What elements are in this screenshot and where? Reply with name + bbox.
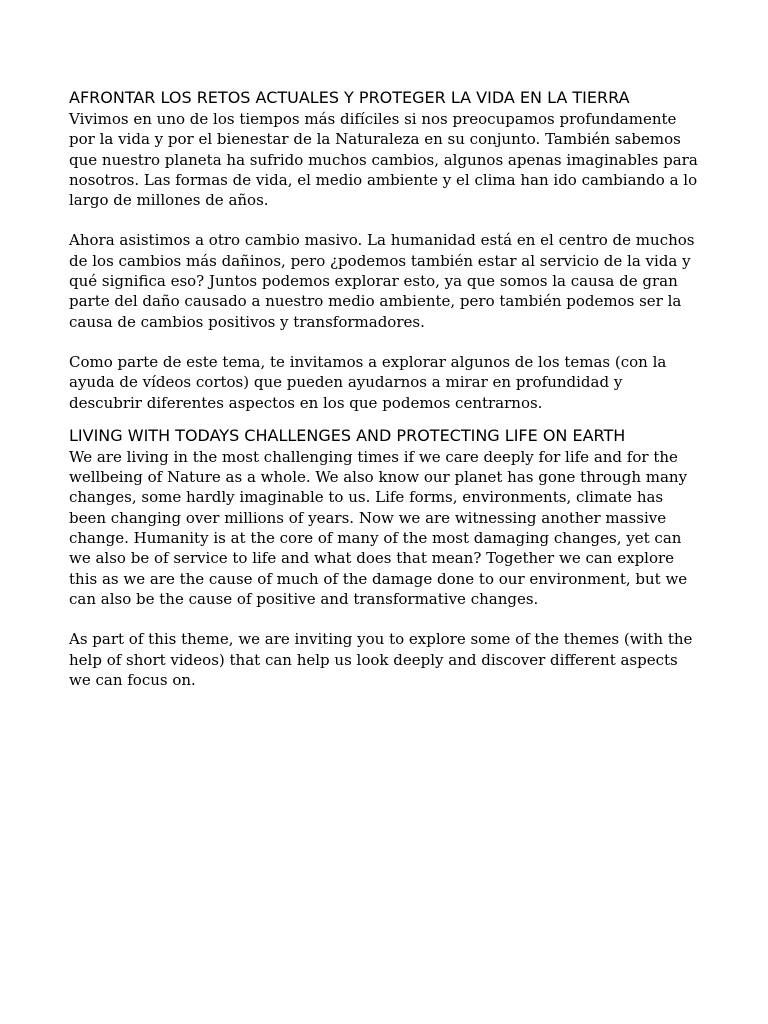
spanish-paragraph-2: Ahora asistimos a otro cambio masivo. La humanidad está en el centro de muchos de los cambios más dañinos, pero ¿podemos también estar al servicio de la vida y qué significa eso? Juntos podemos explorar esto, ya que somos la causa de gran parte del daño causado a nuestro medio ambiente, pero también podemos ser la causa de cambios positivos y transformadores. [69,231,695,331]
spanish-paragraph-3: Como parte de este tema, te invitamos a explorar algunos de los temas (con la ayuda de vídeos cortos) que pueden ayudarnos a mirar en profundidad y descubrir diferentes aspectos en los que podemos centrarnos. [69,352,667,412]
section-spacer [69,413,699,424]
english-heading: LIVING WITH TODAYS CHALLENGES AND PROTECTING LIFE ON EARTH [69,425,626,445]
paragraph-spacer [69,332,699,352]
spanish-heading: AFRONTAR LOS RETOS ACTUALES Y PROTEGER LA VIDA EN LA TIERRA [69,88,630,107]
english-paragraph-1: We are living in the most challenging times if we care deeply for life and for the wellbeing of Nature as a whole. We also know our planet has gone through many changes, some hardly imaginable to us. Life forms, environments, climate has been changing over millions of years. Now we are witnessing another massive change. Humanity is at the core of many of the most damaging changes, yet can we also be of service to life and what does that mean? Together we can explore this as we are the cause of much of the damage done to our environment, but we can also be the cause of positive and transformative changes. [69,447,688,608]
paragraph-spacer [69,210,699,230]
document-page [69,86,699,690]
paragraph-spacer [69,609,699,629]
english-paragraph-2: As part of this theme, we are inviting you to explore some of the themes (with the help of short videos) that can help us look deeply and discover different aspects we can focus on. [69,630,693,689]
spanish-paragraph-1: Vivimos en uno de los tiempos más difíciles si nos preocupamos profundamente por la vida y por el bienestar de la Naturaleza en su conjunto. También sabemos que nuestro planeta ha sufrido muchos cambios, algunos apenas imaginables para nosotros. Las formas de vida, el medio ambiente y el clima han ido cambiando a lo largo de millones de años. [69,110,698,210]
